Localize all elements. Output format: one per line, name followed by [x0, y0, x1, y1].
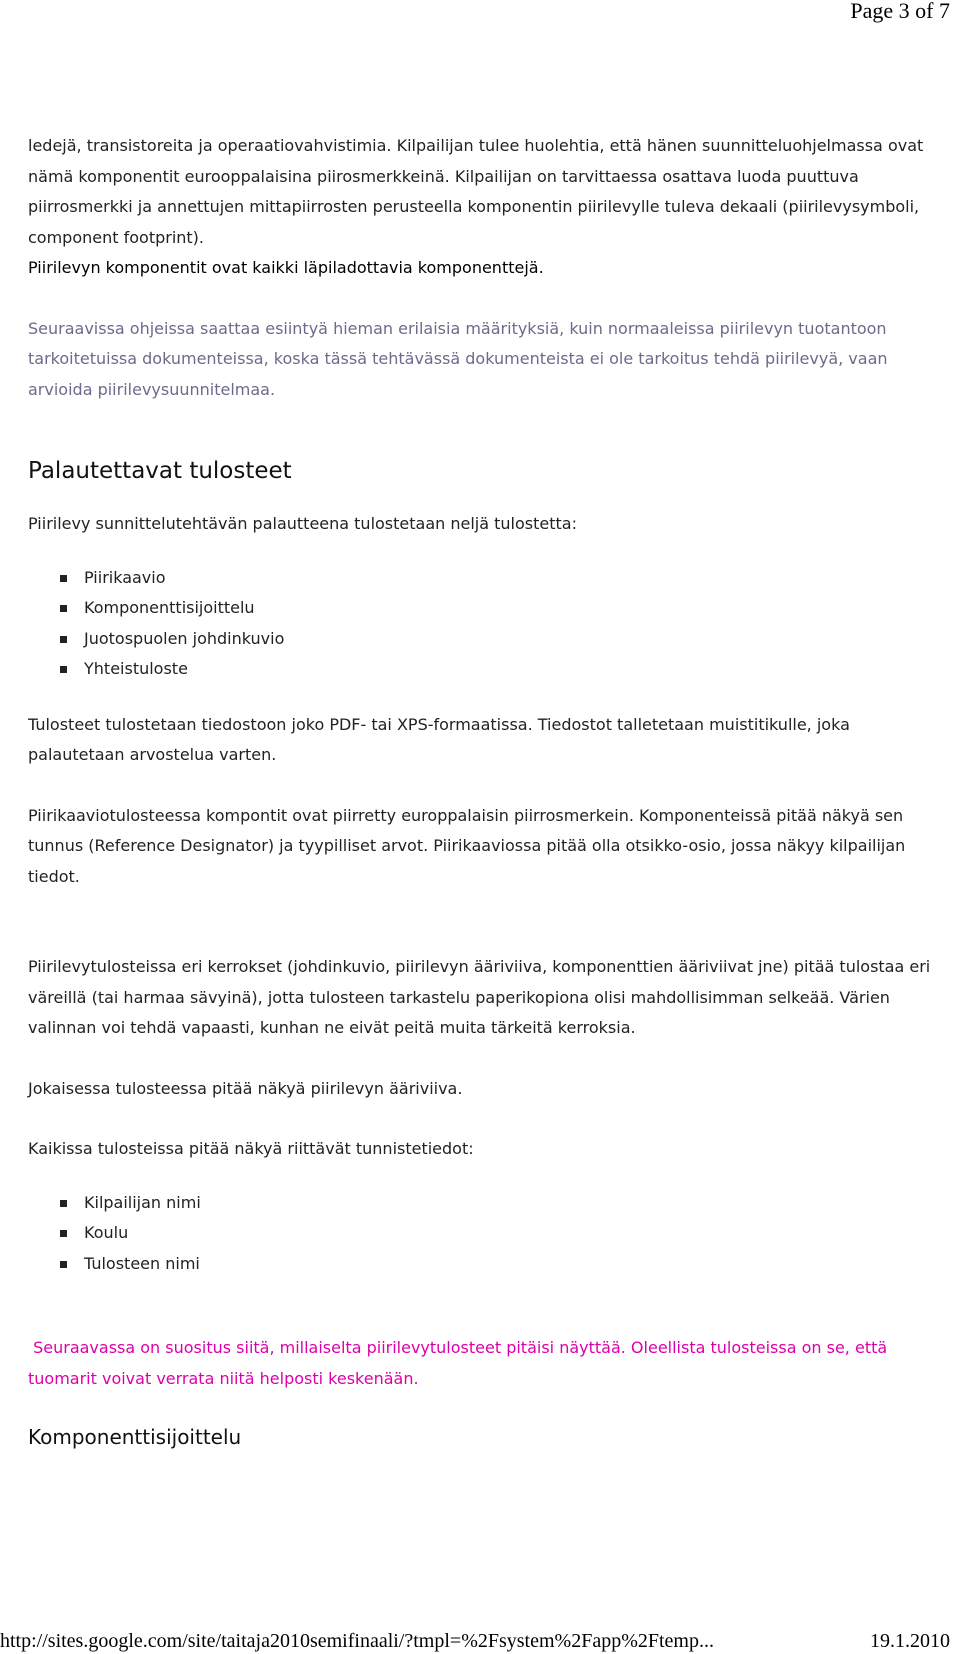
print-date: 19.1.2010	[870, 1630, 950, 1652]
list-item: Yhteistuloste	[60, 654, 943, 685]
intro-paragraph: ledejä, transistoreita ja operaatiovahvistimia. Kilpailijan tulee huolehtia, että hänen suunnitteluohjelmassa ovat nämä komponentit eurooppalaisina piirosmerkkeinä. Kilpailijan on tarvittaessa osattava luoda puuttuva piirrosmerkki ja annettujen mittapiirrosten perusteella komponentin piirilevylle tuleva dekaali (piirilevysymboli, component footprint).	[28, 136, 924, 247]
square-bullet-icon	[60, 1230, 67, 1237]
identification-list	[28, 1188, 943, 1280]
recommendation-paragraph: Seuraavassa on suositus siitä, millaiselta piirilevytulosteet pitäisi näyttää. Oleellista tulosteissa on se, että tuomarit voivat verrata niitä helposti keskenään.	[28, 1338, 893, 1388]
outputs-list	[28, 563, 943, 685]
square-bullet-icon	[60, 605, 67, 612]
square-bullet-icon	[60, 575, 67, 582]
square-bullet-icon	[60, 1261, 67, 1268]
document-body	[28, 131, 943, 1452]
schematic-paragraph: Piirikaaviotulosteessa kompontit ovat piirretty europpalaisin piirrosmerkein. Komponenteissä pitää näkyä sen tunnus (Reference Designator) ja tyypilliset arvot. Piirikaaviossa pitää olla otsikko-osio, jossa näkyy kilpailijan tiedot.	[28, 805, 906, 886]
square-bullet-icon	[60, 666, 67, 673]
square-bullet-icon	[60, 636, 67, 643]
page-indicator: Page 3 of 7	[850, 0, 950, 23]
disclaimer-paragraph: Seuraavissa ohjeissa saattaa esiintyä hieman erilaisia määrityksiä, kuin normaaleissa piirilevyn tuotantoon tarkoitetuissa dokumenteissa, koska tässä tehtävässä dokumenteista ei ole tarkoitus tehdä piirilevyä, vaan arvioida piirilevysuunnitelmaa.	[28, 318, 888, 399]
through-hole-note: Piirilevyn komponentit ovat kaikki läpiladottavia komponenttejä.	[28, 258, 544, 277]
list-item: Juotospuolen johdinkuvio	[60, 624, 943, 655]
source-url: http://sites.google.com/site/taitaja2010semifinaali/?tmpl=%2Fsystem%2Fapp%2Ftemp...	[0, 1630, 714, 1652]
list-item: Kilpailijan nimi	[60, 1188, 943, 1219]
subsection-heading: Komponenttisijoittelu	[28, 1425, 242, 1449]
list-item: Koulu	[60, 1218, 943, 1249]
format-paragraph: Tulosteet tulostetaan tiedostoon joko PDF- tai XPS-formaatissa. Tiedostot talletetaan muistitikulle, joka palautetaan arvostelua varten.	[28, 714, 850, 764]
list-item: Komponenttisijoittelu	[60, 593, 943, 624]
outline-paragraph: Jokaisessa tulosteessa pitää näkyä piirilevyn ääriviiva.	[28, 1078, 463, 1098]
list-item: Tulosteen nimi	[60, 1249, 943, 1280]
layers-paragraph: Piirilevytulosteissa eri kerrokset (johdinkuvio, piirilevyn ääriviiva, komponenttien ääriviivat jne) pitää tulostaa eri väreillä (tai harmaa sävyinä), jotta tulosteen tarkastelu paperikopiona olisi mahdollisimman selkeää. Värien valinnan voi tehdä vapaasti, kunhan ne eivät peitä muita tärkeitä kerroksia.	[28, 957, 931, 1037]
identification-lead: Kaikissa tulosteissa pitää näkyä riittävät tunnistetiedot:	[28, 1139, 474, 1158]
outputs-lead: Piirilevy sunnittelutehtävän palautteena tulostetaan neljä tulostetta:	[28, 514, 577, 533]
square-bullet-icon	[60, 1200, 67, 1207]
section-heading: Palautettavat tulosteet	[28, 458, 292, 484]
list-item: Piirikaavio	[60, 563, 943, 594]
